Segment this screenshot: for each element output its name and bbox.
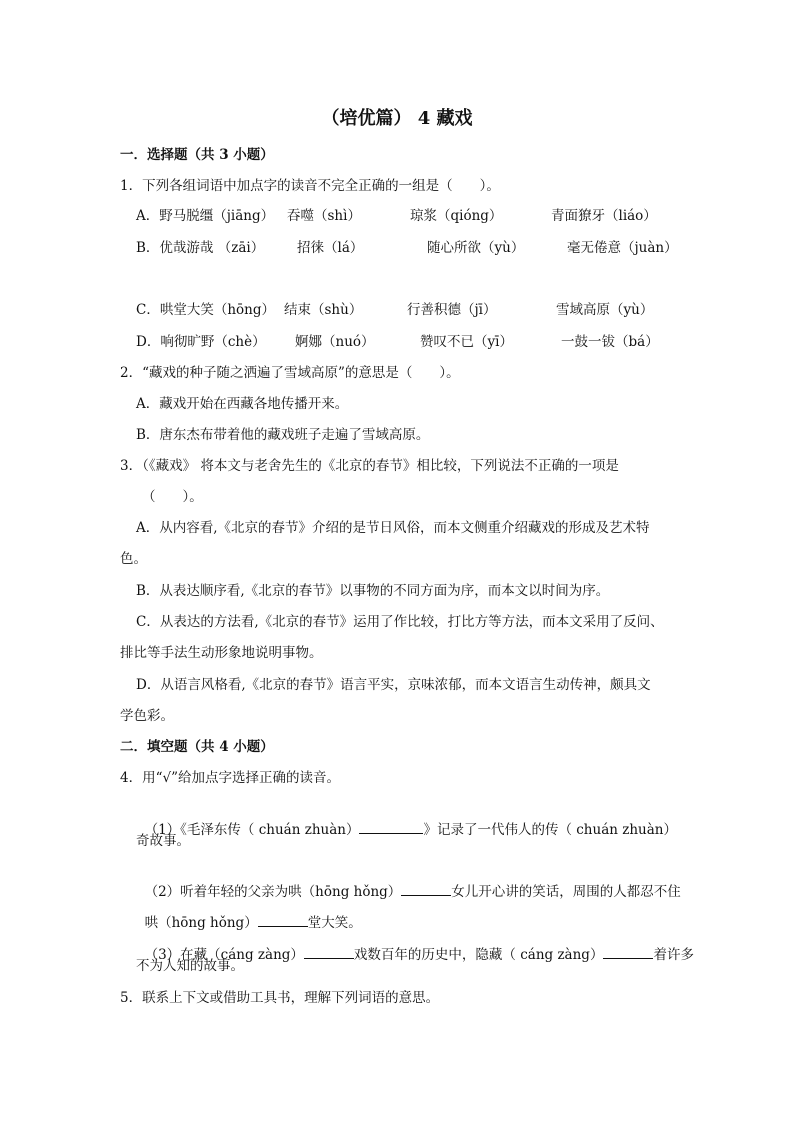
item-2-text-b: 女儿开心讲的笑话，周围的人都忍不住	[451, 884, 681, 900]
option-d-word-4: 一鼓一钹（bá）	[561, 334, 659, 350]
question-3-option-a: A．从内容看,《北京的春节》介绍的是节日风俗，而本文侧重介绍藏戏的形成及艺术特	[136, 520, 650, 536]
item-1-text-a: （1）《毛泽东传（ chuán zhuàn）	[144, 822, 360, 838]
answer-blank[interactable]	[304, 944, 354, 959]
option-b-word-2: 招徕（lá）	[297, 240, 364, 256]
option-c-word-1: C．哄堂大笑（hōng）	[136, 302, 275, 318]
item-3-text-a: （3）在藏（cáng zàng）	[144, 947, 304, 963]
option-b-word-4: 毫无倦意（juàn）	[567, 240, 678, 256]
option-d-word-1: D．响彻旷野（chè）	[136, 334, 266, 350]
section-heading-fill: 二．填空题（共 4 小题）	[120, 739, 274, 755]
question-3-option-d: D．从语言风格看,《北京的春节》语言平实，京味浓郁，而本文语言生动传神，颇具文	[136, 677, 651, 693]
question-3-option-b: B．从表达顺序看,《北京的春节》以事物的不同方面为序，而本文以时间为序。	[136, 583, 610, 599]
question-4-stem: 4．用“√”给加点字选择正确的读音。	[120, 770, 340, 786]
item-1-text-b: 》记录了一代伟人的传（ chuán zhuàn）	[423, 822, 677, 838]
question-3-stem: 3．（《藏戏》 将本文与老舍先生的《北京的春节》相比较，下列说法不正确的一项是	[120, 458, 619, 474]
question-3-option-a-cont: 色。	[120, 551, 147, 567]
question-4-item-1	[136, 801, 677, 839]
option-a-word-1: A．野马脱缰（jiāng）	[136, 208, 275, 224]
option-d-word-2: 婀娜（nuó）	[295, 334, 375, 350]
question-1-stem: 1．下列各组词语中加点字的读音不完全正确的一组是（ ）。	[120, 178, 500, 194]
option-a-word-3: 琼浆（qióng）	[410, 208, 503, 224]
answer-blank[interactable]	[258, 912, 308, 927]
question-2-option-a: A．藏戏开始在西藏各地传播开来。	[136, 396, 349, 412]
option-b-word-3: 随心所欲（yù）	[427, 240, 525, 256]
question-4-item-3-cont: 不为人知的故事。	[136, 958, 244, 974]
item-2-text-c: 哄（hōng hǒng）	[144, 915, 258, 931]
question-5-stem: 5．联系上下文或借助工具书，理解下列词语的意思。	[120, 990, 440, 1006]
answer-blank[interactable]	[359, 819, 423, 834]
option-c-word-3: 行善积德（jī）	[407, 302, 497, 318]
answer-blank[interactable]	[401, 881, 451, 896]
option-c-word-4: 雪域高原（yù）	[556, 302, 654, 318]
item-2-text-d: 堂大笑。	[307, 915, 362, 931]
option-a-word-2: 吞噬（shì）	[287, 208, 361, 224]
question-3-option-c: C．从表达的方法看,《北京的春节》运用了作比较，打比方等方法，而本文采用了反问、	[136, 614, 664, 630]
answer-blank[interactable]	[603, 944, 653, 959]
option-b-word-1: B．优哉游哉 （zāi）	[136, 240, 265, 256]
item-3-text-b: 戏数百年的历史中，隐藏（ cáng zàng）	[353, 947, 604, 963]
question-2-option-b: B．唐东杰布带着他的藏戏班子走遍了雪域高原。	[136, 427, 430, 443]
option-a-word-4: 青面獠牙（liáo）	[551, 208, 657, 224]
question-3-stem-cont: （ ）。	[142, 489, 203, 505]
item-3-text-c: 着许多	[653, 947, 694, 963]
section-heading-choice: 一．选择题（共 3 小题）	[120, 147, 274, 163]
question-4-item-1-cont: 奇故事。	[136, 833, 190, 849]
option-c-word-2: 结束（shù）	[284, 302, 363, 318]
document-title: （培优篇） 4 藏戏	[321, 108, 473, 129]
option-d-word-3: 赞叹不已（yī）	[420, 334, 513, 350]
question-2-stem: 2．“藏戏的种子随之洒遍了雪域高原”的意思是（ ）。	[120, 365, 460, 381]
question-3-option-c-cont: 排比等手法生动形象地说明事物。	[120, 645, 323, 661]
question-3-option-d-cont: 学色彩。	[120, 708, 174, 724]
item-2-text-a: （2）听着年轻的父亲为哄（hōng hǒng）	[144, 884, 402, 900]
